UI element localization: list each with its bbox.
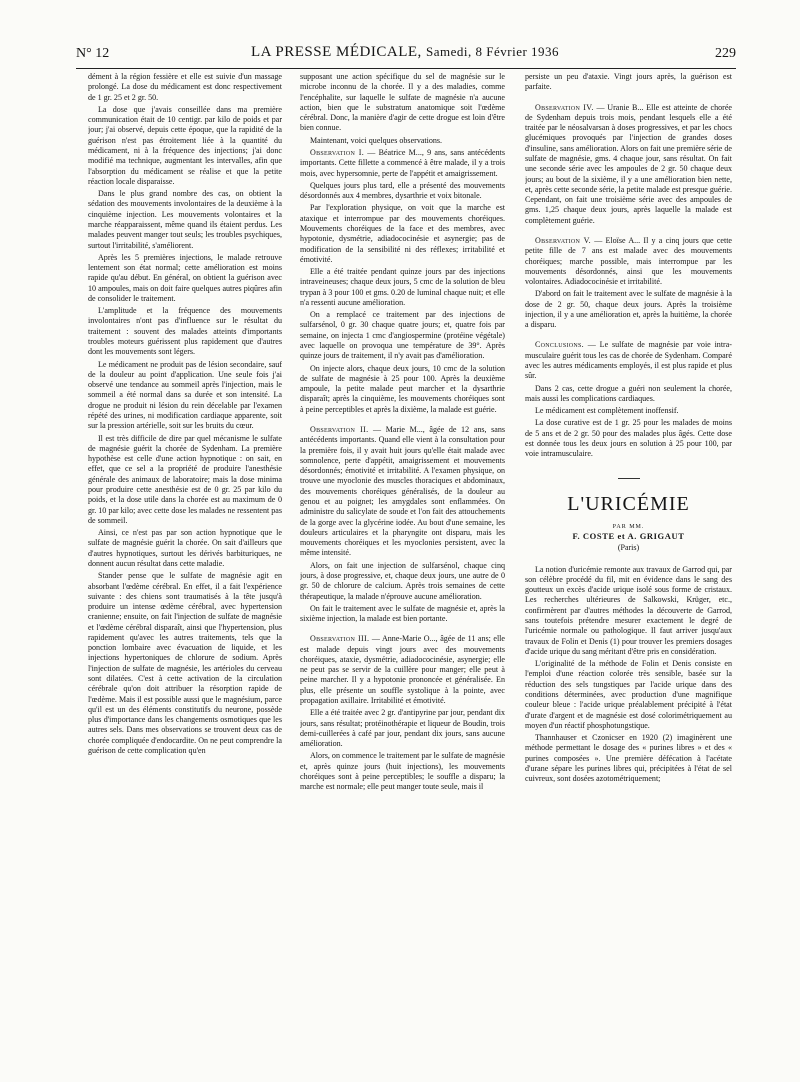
paragraph: On a remplacé ce traitement par des injections de sulfarsénol, 0 gr. 30 chaque quatre jours; et, quatre fois par semaine, on injecta 1 cmc d'angiospermine (protéine végétale) avec laquelle on provoqua une température de 39°. Après quinze jours de traitement, il n'y avait pas d'amélioration. xyxy=(300,310,505,361)
issue-date: Samedi, 8 Février 1936 xyxy=(426,44,560,59)
observation-label: Observation IV. xyxy=(535,102,594,112)
conclusions-label: Conclusions. xyxy=(535,340,584,350)
paragraph: Maintenant, voici quelques observations. xyxy=(310,135,443,145)
issue-number: N° 12 xyxy=(76,46,110,61)
journal-title-line xyxy=(251,44,559,61)
paragraph: Il est très difficile de dire par quel mécanisme le sulfate de magnésie guérit la chorée de Sydenham. La première hypothèse est celle d'une action hypnotique : on sait, en effet, que ce sel a la propriété de produire l'anesthésie générale des animaux de laboratoire; mais la dose minima pour produire cette anesthésie est de 0 gr. 25 par kilo du poids, et la dose utile dans la chorée est au maximum de 0 gr. 10 par kilo; avec cette dose les malades ne ressentent pas de sommeil. xyxy=(88,433,282,525)
paragraph: Stander pense que le sulfate de magnésie agit en absorbant l'œdème cérébral. En effet, il a fait l'expérience suivante : des chiens sont traumatisés à la tête jusqu'à produire un intense œdème cérébral, avec hypertension cranienne; ensuite, on fait l'injection de sulfate de magnésie et l'œdème cérébral disparaît, ainsi que l'hypertension, plus rapidement qu'avec les autres traitements, tels que la ponction lombaire avec évacuation de liquide, et les injections hypertoniques de chlorure de sodium. Après l'injection de sulfate de magnésie, les artérioles du cerveau sont dilatées. C'est à cette activation de la circulation cérébrale qu'on doit attribuer la résorption rapide de l'œdème. Mais il est possible aussi que le magnésium, parce qu'il est un des éléments constitutifs du neurone, possède plus d'importance dans les changements osmotiques que les autres sels. Dans mes observations se trouvent deux cas de chorée compliquée d'endocardite. On ne peut comprendre la guérison de cette complication qu'en xyxy=(88,571,282,755)
observation-2 xyxy=(300,425,505,559)
observation-3 xyxy=(300,634,505,706)
observation-4 xyxy=(525,103,732,226)
paragraph: La dose curative est de 1 gr. 25 pour les malades de moins de 5 ans et de 2 gr. 50 pour des malades plus âgés. Cette dose est donnée tous les deux jours en solution à 25 pour 100, par voie intramusculaire. xyxy=(525,418,732,459)
paragraph: On injecte alors, chaque deux jours, 10 cmc de la solution de sulfate de magnésie à 25 pour 100. Après la deuxième ampoule, la petite malade peut marcher et la dysarthrie disparaît; après la cinquième, les mouvements choréiques sont à peine perceptibles et après la dixième, la malade est guérie. xyxy=(300,363,505,414)
paragraph: Alors, on fait une injection de sulfarsénol, chaque cinq jours, à dose progressive, et, chaque deux jours, une autre de 0 gr. 50 de chlorure de calcium. Après trois semaines de cette thérapeutique, la malade n'éprouve aucune amélioration. xyxy=(300,560,505,601)
conclusions-text: — Le sulfate de magnésie par voie intra-musculaire guérit tous les cas de chorée de Sydenham. Comparé avec les autres médicaments employés, il est plus rapide et plus sûr. xyxy=(525,340,732,381)
column-2 xyxy=(300,72,505,795)
article-city: (Paris) xyxy=(617,542,640,552)
paragraph: Elle a été traitée pendant quinze jours par des injections intraveineuses; chaque deux jours, 5 cmc de la solution de bleu trypan à 3 pour 100 et gms. 0.20 de luminal chaque nuit; et elle n'a ressenti aucune amélioration. xyxy=(300,267,505,307)
paragraph: Elle a été traitée avec 2 gr. d'antipyrine par jour, pendant dix jours, sans résultat; protéinothérapie et liqueur de Boudin, trois demi-cuillerées à café par jour, pendant dix jours, sans aucune amélioration. xyxy=(300,708,505,749)
section-divider xyxy=(618,478,640,479)
page-header xyxy=(76,44,736,69)
paragraph: dément à la région fessière et elle est suivie d'un massage prolongé. La dose du médicament est donc respectivement de 1 gr. 25 et 2 gr. 50. xyxy=(88,72,282,102)
byline-par: PAR MM. xyxy=(612,523,645,530)
paragraph: Ainsi, ce n'est pas par son action hypnotique que le sulfate de magnésie guérit la chorée. On sait d'ailleurs que d'autres hypnotiques, surtout les dérivés barbituriques, ne donnent aucun résultat dans cette maladie. xyxy=(88,528,282,568)
observation-label: Observation V. xyxy=(535,235,591,245)
observation-label: Observation I. xyxy=(310,147,365,157)
observation-label: Observation III. xyxy=(310,634,370,644)
paragraph: La dose que j'avais conseillée dans ma première communication était de 10 centigr. par kilo de poids et par jour; j'ai observé, depuis cette époque, que la rapidité de la guérison n'est pas étroitement liée à la quantité du médicament, ni à la fréquence des injections; j'ai donc modifié ma technique, augmentant les intervalles, afin que l'absorption du médicament se réalise et que la petite réaction locale disparaisse. xyxy=(88,104,282,186)
paragraph: D'abord on fait le traitement avec le sulfate de magnésie à la dose de 2 gr. 50, chaque deux jours. Après la troisième injection, il y a une amélioration et, après la huitième, la chorée a disparu. xyxy=(525,289,732,330)
observation-text: — Marie M..., âgée de 12 ans, sans antécédents importants. Quand elle vient à la consultation pour la première fois, il y avait huit jours qu'elle était malade avec somnolence, perte d'appétit, amaigrissement et mouvements désordonnés; émotivité et irritabilité. A l'examen physique, on trouve une myoclonie des muscles thoraciques et abdominaux, des mouvements choréiques généralisés, de la douleur au genou et au poignet; les amygdales sont enflammées. On administre du salicylate de soude et l'on fait des attouchements de la gorge avec la glycérine iodée. Au bout d'une semaine, les douleurs articulaires et la pharyngite ont disparu, mais les mouvements choréiques et les myoclonies persistent, avec la même intensité. xyxy=(300,425,505,558)
article-title: L'URICÉMIE xyxy=(567,492,690,515)
paragraph: La notion d'uricémie remonte aux travaux de Garrod qui, par son célèbre procédé du fil, mit en évidence dans le sang des goutteux un excès d'acide urique isolé sous forme de cristaux. Les recherches ultérieures de Salkowski, Krüger, etc., confirmèrent par d'autres méthodes la découverte de Garrod, sans toutefois prétendre mesurer exactement le degré de l'uricémie normale ou pathologique. Il faut arriver jusqu'aux travaux de Folin et Denis (1) pour trouver les premiers dosages d'acide urique du sang méritant d'être pris en considération. xyxy=(525,564,732,656)
paragraph: Le médicament est complètement inoffensif. xyxy=(535,406,679,416)
paragraph: Le médicament ne produit pas de lésion secondaire, sauf de la douleur au point d'application. Une seule fois j'ai observé une tendance au sommeil après l'injection, mais le sommeil a été normal dans sa durée et son intensité. La drogue ne produit ni lésion du rein décelable par l'examen répété des urines, ni modification cardiaque apparente, soit sur la pression artérielle, soit sur les bruits du cœur. xyxy=(88,359,282,431)
observation-text: — Béatrice M..., 9 ans, sans antécédents importants. Cette fillette a commencé à être malade, il y a trois mois, avec hypersomnie, perte de l'appétit et amaigrissement. xyxy=(300,147,505,178)
paragraph: L'amplitude et la fréquence des mouvements involontaires n'ont pas d'influence sur le résultat du traitement : souvent des malades atteints d'importants troubles moteurs guérissent plus rapidement que d'autres dont les mouvements sont légers. xyxy=(88,306,282,357)
article-authors: F. COSTE et A. GRIGAUT xyxy=(572,530,685,541)
paragraph: Alors, on commence le traitement par le sulfate de magnésie et, après quinze jours (huit injections), les mouvements choréiques sont à peine perceptibles; le souffle a disparu; la marche est normale; elle peut manger toute seule, mais il xyxy=(300,751,505,792)
page-number: 229 xyxy=(715,46,736,61)
paragraph: L'originalité de la méthode de Folin et Denis consiste en l'emploi d'une réaction colorée très sensible, basée sur la réduction des sels tungstiques par l'acide urique dans des conditions déterminées, avec production d'une magnifique couleur bleue : l'acide urique préalablement précipité à l'état d'urate d'argent et de magnésie est dosé colorimétriquement au moyen d'un réactif phosphotungstique. xyxy=(525,659,732,730)
paragraph: Après les 5 premières injections, le malade retrouve lentement son état normal; cette amélioration est moins rapide qu'au début. En général, on obtient la guérison avec 10 ampoules, mais on doit faire quelques autres piqûres afin de consolider le traitement. xyxy=(88,252,282,303)
journal-name: LA PRESSE MÉDICALE, xyxy=(251,44,422,60)
conclusions xyxy=(525,340,732,381)
paragraph: On fait le traitement avec le sulfate de magnésie et, après la sixième injection, la malade est bien portante. xyxy=(300,603,505,624)
observation-1 xyxy=(300,148,505,179)
paragraph: Dans 2 cas, cette drogue a guéri non seulement la chorée, mais aussi les complications cardiaques. xyxy=(525,383,732,403)
observation-text: — Anne-Marie O..., âgée de 11 ans; elle est malade depuis vingt jours avec des mouvements choréiques, ataxie, dysmétrie, adiadococinésie, asynergie; elle ne peut pas se servir de la cuillère pour manger; elle peut à peine marcher. Il y a hypotonie prononcée et généralisée. En plus, elle présente un souffle systolique à la pointe, avec propagation axillaire. Irritabilité et émotivité. xyxy=(300,634,505,706)
spacer xyxy=(300,417,505,425)
spacer xyxy=(525,228,732,236)
paragraph: Par l'exploration physique, on voit que la marche est ataxique et interrompue par des mouvements choréiques. Mouvements choréiques de la face et des membres, avec hypotonie, dysmétrie, adiadococinésie et asynergie; pas de modification de la sensibilité ni des réflexes; irritabilité et émotivité. xyxy=(300,203,505,264)
observation-5 xyxy=(525,236,732,287)
paragraph: supposant une action spécifique du sel de magnésie sur le microbe inconnu de la chorée. Il y a des maladies, comme l'encéphalite, sur laquelle le sulfate de magnésie n'a aucune action, bien que le substratum anatomique soit l'œdème cérébral. Donc, la manière d'agir de cette drogue est loin d'être bien connue. xyxy=(300,72,505,133)
paragraph: persiste un peu d'ataxie. Vingt jours après, la guérison est parfaite. xyxy=(525,72,732,92)
observation-text: — Uranie B... Elle est atteinte de chorée de Sydenham depuis trois mois, pendant lesquels elle a été traitée par le néosalvarsan à doses progressives, et par les chocs glucémiques provoqués par l'injection de grandes doses d'insuline, sans amélioration. Alors on fait une première série de sulfate de magnésie, gms. 4 chaque jour, sans résultat. On fait une seconde série avec les ampoules de 2 gr. 50 chaque deux jours; au bout de la sixième, il y a une amélioration bien nette, et, après cette seconde série, la petite malade est presque guérie. Cependant, on fait une troisième série avec des ampoules de gms. 1,25 chaque deux jours, après laquelle la malade est complètement guérie. xyxy=(525,102,732,225)
spacer xyxy=(525,332,732,340)
observation-text: — Eloïse A... Il y a cinq jours que cette petite fille de 7 ans est malade avec des mouvements choréiques; marche possible, mais interrompue par les mouvements désordonnés, ainsi que les mouvements volontaires. Adiadococinésie et irritabilité. xyxy=(525,235,732,287)
paragraph: Thannhauser et Czonicser en 1920 (2) imaginèrent une méthode permettant le dosage des « purines libres » et des « purines composées ». Une première défécation à l'acétate d'urane sépare les purines libres qui, précipitées à l'état de sel cuivreux, sont dosées azotométriquement; xyxy=(525,733,732,784)
spacer xyxy=(300,626,505,634)
spacer xyxy=(525,95,732,103)
column-1 xyxy=(88,72,282,758)
paragraph: Dans le plus grand nombre des cas, on obtient la sédation des mouvements involontaires de la deuxième à la cinquième injection. Les mouvements volontaires et la marche réapparaissent, même quand ils étaient perdus. Les malades peuvent manger tout seuls; les troubles psychiques, surtout l'irritabilité, s'améliorent. xyxy=(88,189,282,250)
observation-label: Observation II. xyxy=(310,425,369,434)
paragraph: Quelques jours plus tard, elle a présenté des mouvements désordonnés aux 4 membres, dysarthrie et voix bitonale. xyxy=(300,180,505,201)
column-3 xyxy=(525,72,732,786)
